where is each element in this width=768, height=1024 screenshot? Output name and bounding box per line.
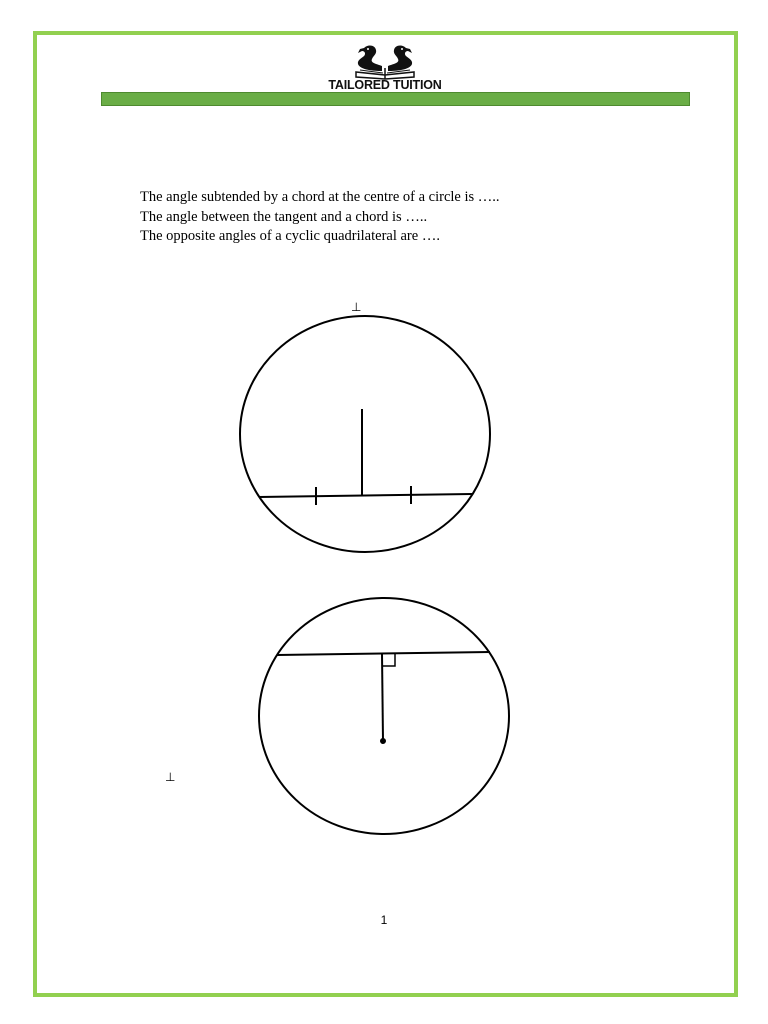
circle-diagram-chord-bisector	[240, 316, 490, 552]
centre-point	[380, 738, 386, 744]
perpendicular-symbol: ⊥	[165, 770, 176, 784]
logo-text: TAILORED TUITION	[328, 78, 442, 92]
right-angle-marker	[383, 654, 395, 666]
perpendicular-line	[382, 654, 383, 741]
question-line: The angle between the tangent and a chord is …..	[140, 208, 428, 225]
perpendicular-symbol: ⊥	[351, 300, 362, 314]
chord	[259, 494, 472, 497]
circle-diagram-centre-perpendicular	[259, 598, 509, 834]
chord	[277, 652, 490, 655]
question-line: The opposite angles of a cyclic quadrilateral are ….	[140, 228, 440, 244]
page-number: 1	[380, 913, 388, 927]
circle	[240, 316, 490, 552]
circle	[259, 598, 509, 834]
question-line: The angle subtended by a chord at the centre of a circle is …..	[140, 189, 500, 205]
